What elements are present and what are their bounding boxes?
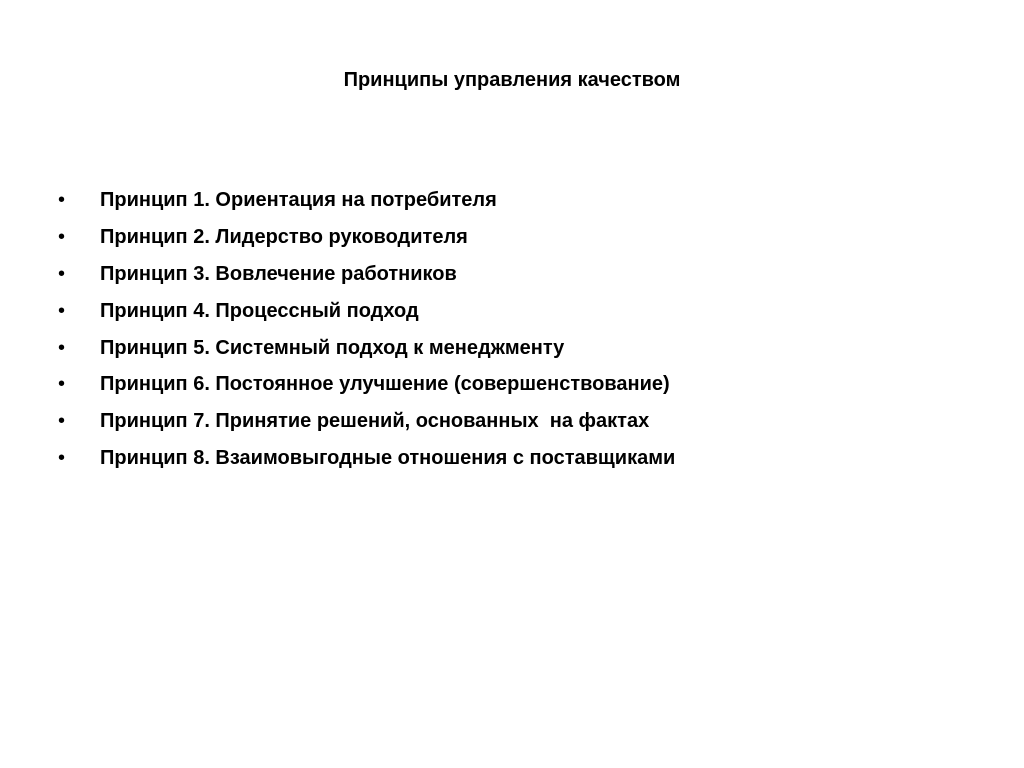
principle-text: Принцип 2. Лидерство руководителя [100,225,468,248]
list-item [58,258,457,295]
list-item [58,332,565,369]
list-item [58,295,419,332]
list-item [58,368,670,405]
principle-text: Принцип 1. Ориентация на потребителя [100,189,497,211]
bullet-icon: • [58,410,66,433]
bullet-icon: • [58,262,66,285]
bullet-icon: • [58,336,66,359]
principle-text: Принцип 3. Вовлечение работников [100,262,457,285]
list-item [58,221,468,258]
principle-text: Принцип 4. Процессный подход [100,299,419,322]
principle-text: Принцип 8. Взаимовыгодные отношения с поставщиками [100,447,676,470]
bullet-icon: • [58,299,66,322]
list-item [58,442,676,479]
principle-text: Принцип 7. Принятие решений, основанных на фактах [100,410,650,433]
principle-text: Принцип 5. Системный подход к менеджменту [100,336,565,359]
bullet-icon: • [58,447,66,470]
bullet-icon: • [58,189,66,211]
principle-text: Принцип 6. Постоянное улучшение (совершенствование) [100,373,670,396]
bullet-icon: • [58,373,66,396]
list-item [58,405,650,442]
list-item [58,184,497,221]
slide-title: Принципы управления качеством [343,69,681,91]
principles-list [58,184,676,479]
bullet-icon: • [58,225,66,248]
